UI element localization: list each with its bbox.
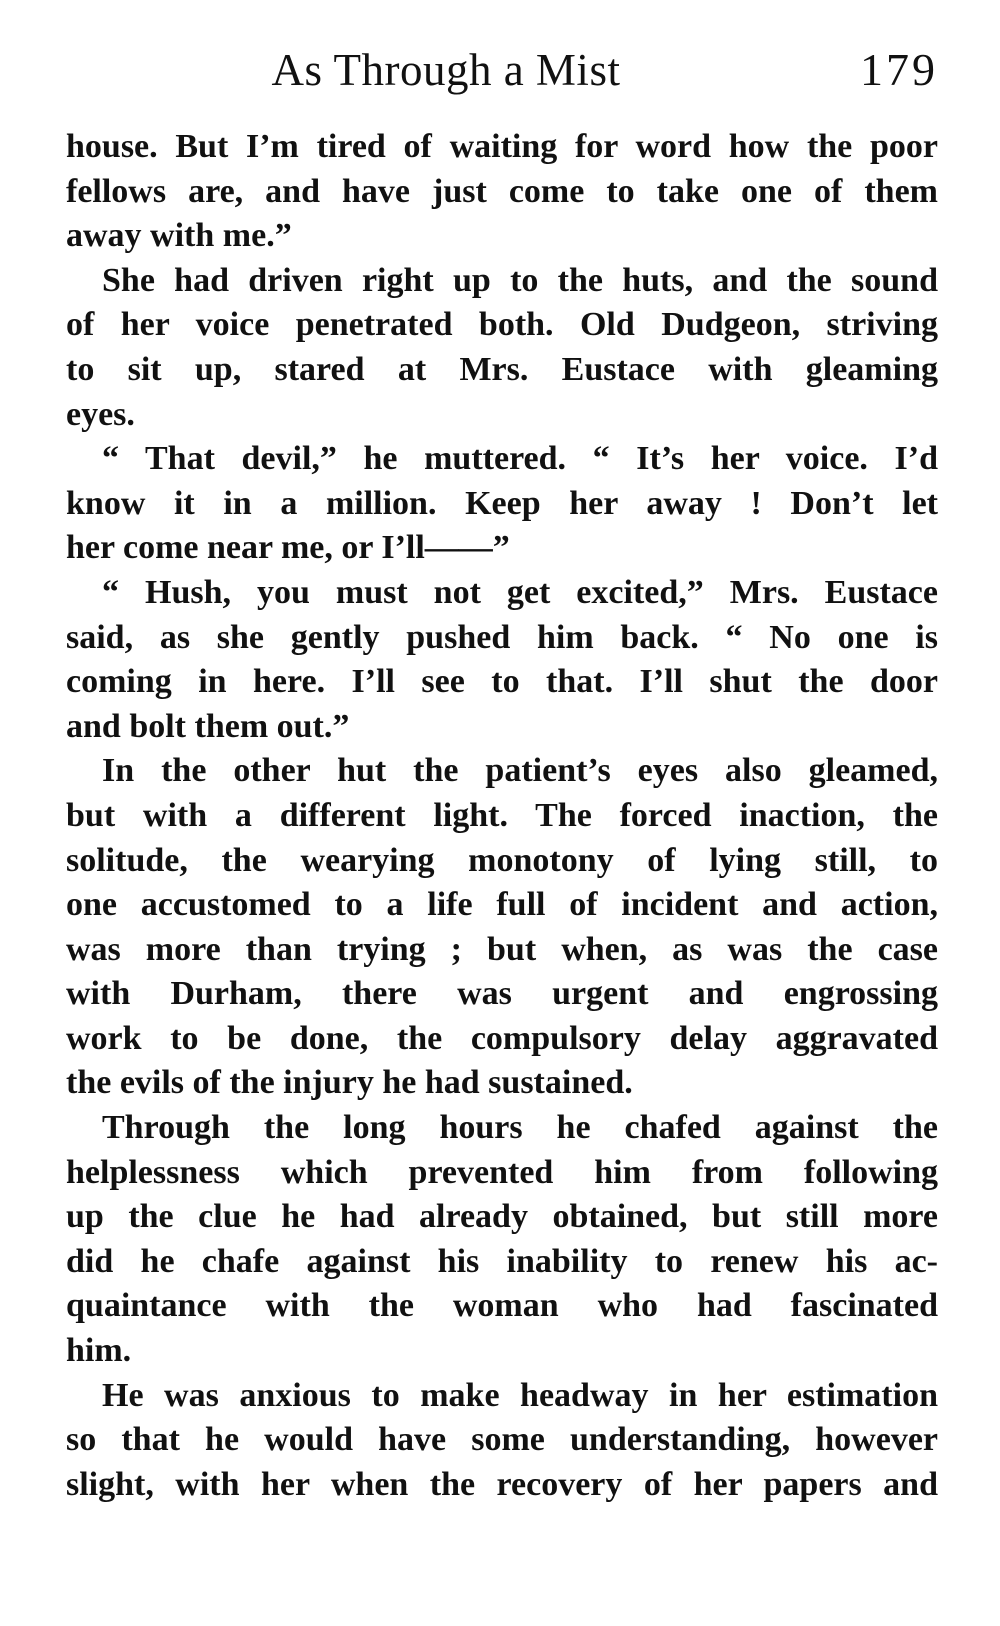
text-line: Through the long hours he chafed against the xyxy=(102,1109,938,1147)
text-line: “ Hush, you must not get excited,” Mrs. Eustace xyxy=(102,573,938,611)
text-line: said, as she gently pushed him back. “ No one is xyxy=(66,618,938,656)
text-line: did he chafe against his inability to renew his ac- xyxy=(66,1242,938,1280)
body-text xyxy=(66,125,938,1507)
text-line: her come near me, or I’ll——” xyxy=(66,529,510,567)
text-line: one accustomed to a life full of incident and action, xyxy=(66,886,938,924)
text-line: know it in a million. Keep her away ! Don’t let xyxy=(66,484,938,522)
text-line: coming in here. I’ll see to that. I’ll shut the door xyxy=(66,663,938,701)
text-line: helplessness which prevented him from following xyxy=(66,1153,938,1191)
text-line: him. xyxy=(66,1332,132,1370)
text-line: She had driven right up to the huts, and the sound xyxy=(102,261,938,299)
text-line: and bolt them out.” xyxy=(66,707,350,745)
paragraph xyxy=(66,437,938,571)
text-line: up the clue he had already obtained, but still more xyxy=(66,1198,938,1236)
text-line: of her voice penetrated both. Old Dudgeon, striving xyxy=(66,306,938,344)
text-line: solitude, the wearying monotony of lying still, to xyxy=(66,841,938,879)
paragraph xyxy=(66,749,938,1106)
text-line: but with a different light. The forced inaction, the xyxy=(66,796,938,834)
paragraph xyxy=(66,1106,938,1374)
running-head xyxy=(66,38,938,102)
text-line: so that he would have some understanding, however xyxy=(66,1421,938,1459)
text-line: fellows are, and have just come to take one of them xyxy=(66,172,938,210)
text-line: In the other hut the patient’s eyes also gleamed, xyxy=(102,752,938,790)
text-line: He was anxious to make headway in her estimation xyxy=(102,1376,938,1414)
text-line: with Durham, there was urgent and engrossing xyxy=(66,975,938,1013)
text-line: “ That devil,” he muttered. “ It’s her voice. I’d xyxy=(102,440,938,478)
running-title: As Through a Mist xyxy=(271,45,621,95)
text-line: quaintance with the woman who had fascinated xyxy=(66,1287,938,1325)
text-line: the evils of the injury he had sustained. xyxy=(66,1064,633,1102)
text-line: slight, with her when the recovery of her papers and xyxy=(66,1465,938,1503)
text-line: work to be done, the compulsory delay aggravated xyxy=(66,1019,938,1057)
page-number: 179 xyxy=(860,44,938,95)
paragraph xyxy=(66,259,938,437)
text-line: to sit up, stared at Mrs. Eustace with gleaming xyxy=(66,350,938,388)
paragraph xyxy=(66,1374,938,1508)
text-line: house. But I’m tired of waiting for word how the poor xyxy=(66,128,938,165)
paragraph xyxy=(66,125,938,259)
text-line: away with me.” xyxy=(66,217,292,255)
text-line: eyes. xyxy=(66,395,135,433)
text-line: was more than trying ; but when, as was the case xyxy=(66,930,938,968)
paragraph xyxy=(66,571,938,749)
